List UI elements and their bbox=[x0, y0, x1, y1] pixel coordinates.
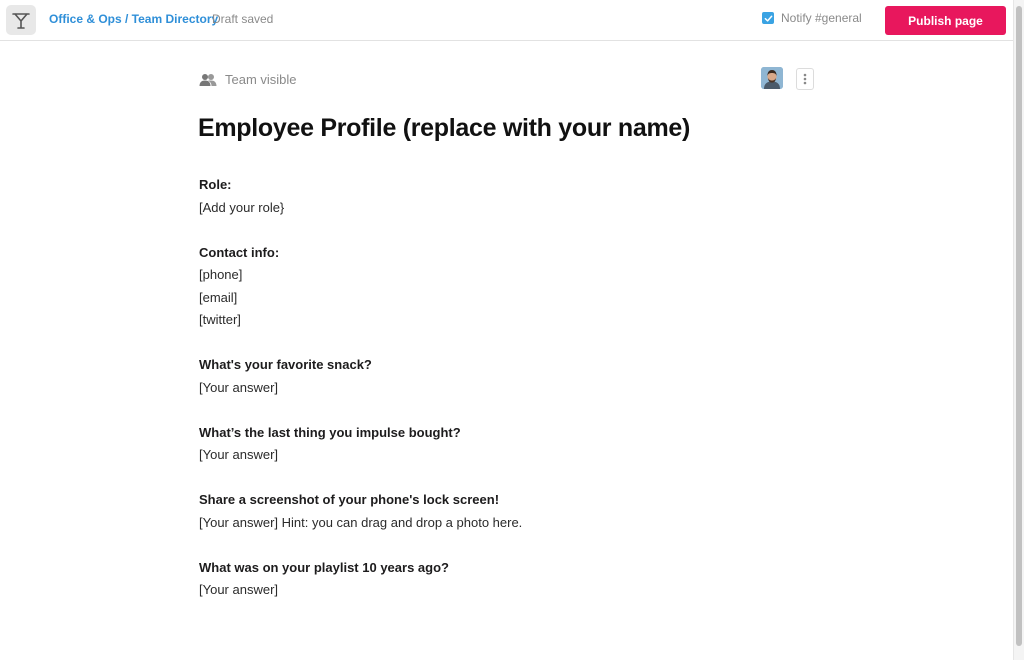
visibility-indicator[interactable] bbox=[199, 72, 297, 87]
question-label: Contact info: bbox=[199, 244, 280, 260]
user-avatar-icon bbox=[761, 67, 783, 89]
section-contact-info bbox=[199, 242, 819, 332]
check-icon bbox=[764, 14, 773, 23]
avatar[interactable] bbox=[761, 67, 783, 89]
more-options-button[interactable] bbox=[796, 68, 814, 90]
answer-text[interactable]: [Your answer] Hint: you can drag and drop a photo here. bbox=[199, 514, 523, 530]
answer-text[interactable]: [email] bbox=[199, 289, 238, 305]
answer-text[interactable]: [Your answer] bbox=[199, 447, 279, 462]
more-vertical-icon bbox=[803, 73, 807, 85]
publish-button[interactable]: Publish page bbox=[885, 6, 1006, 35]
question-label: What's your favorite snack? bbox=[199, 357, 372, 372]
question-label: Share a screenshot of your phone's lock screen! bbox=[199, 492, 500, 507]
people-icon bbox=[199, 73, 217, 87]
notify-label: Notify #general bbox=[781, 11, 862, 25]
question-label: What’s the last thing you impulse bought? bbox=[199, 424, 461, 440]
answer-text[interactable]: [Add your role} bbox=[199, 199, 285, 215]
notify-checkbox[interactable] bbox=[762, 12, 774, 24]
question-label: What was on your playlist 10 years ago? bbox=[199, 559, 449, 575]
answer-text[interactable]: [Your answer] bbox=[199, 582, 279, 597]
scrollbar[interactable] bbox=[1013, 0, 1024, 660]
section-playlist bbox=[199, 557, 819, 602]
visibility-label: Team visible bbox=[225, 72, 297, 87]
section-impulse-buy bbox=[199, 422, 819, 467]
section-favorite-snack bbox=[199, 354, 819, 399]
notify-toggle[interactable] bbox=[762, 11, 862, 25]
answer-text[interactable]: [twitter] bbox=[199, 312, 241, 327]
answer-text[interactable]: [phone] bbox=[199, 267, 243, 282]
breadcrumb[interactable]: Office & Ops / Team Directory bbox=[49, 12, 219, 26]
page-title[interactable]: Employee Profile (replace with your name) bbox=[198, 114, 691, 142]
answer-text[interactable]: [Your answer] bbox=[199, 379, 279, 395]
scrollbar-thumb[interactable] bbox=[1016, 6, 1022, 646]
document-body[interactable] bbox=[199, 174, 819, 624]
draft-status: Draft saved bbox=[212, 12, 274, 26]
section-role bbox=[199, 174, 819, 219]
question-label: Role: bbox=[199, 177, 232, 192]
section-lock-screen bbox=[199, 489, 819, 534]
top-bar bbox=[0, 0, 1013, 41]
tree-logo-icon[interactable] bbox=[6, 5, 36, 35]
